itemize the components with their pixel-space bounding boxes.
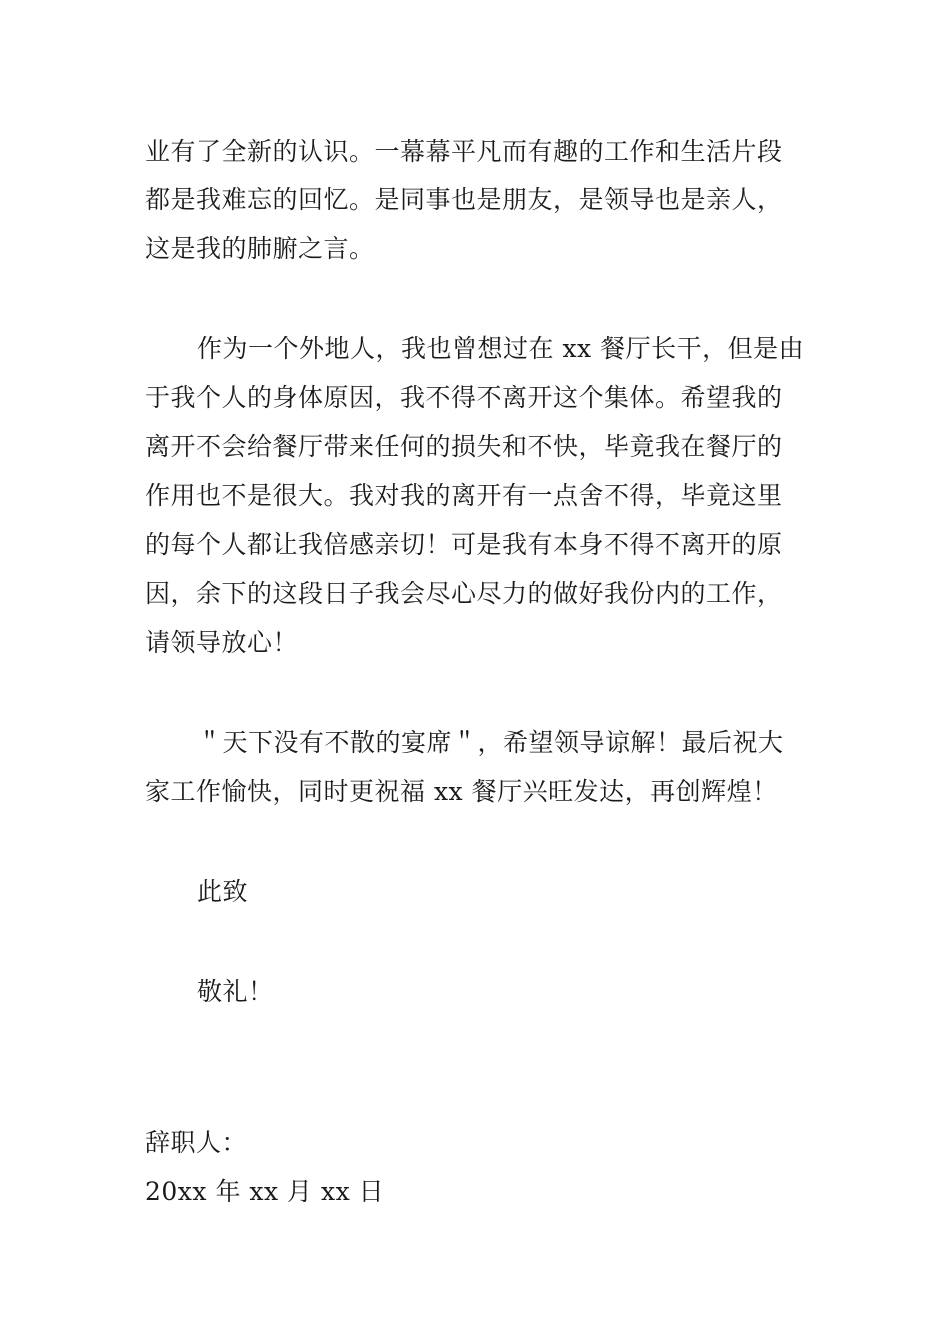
paragraph-2-line-6: 因，余下的这段日子我会尽心尽力的做好我份内的工作， <box>145 579 783 608</box>
paragraph-2-line-7: 请领导放心！ <box>145 628 299 657</box>
paragraph-3-line-2: 家工作愉快，同时更祝福 xx 餐厅兴旺发达，再创辉煌！ <box>145 777 778 806</box>
closing-salutation: 此致 <box>197 877 249 906</box>
date-line: 20xx 年 xx 月 xx 日 <box>145 1177 385 1206</box>
paragraph-2-line-4: 作用也不是很大。我对我的离开有一点舍不得，毕竟这里 <box>145 481 783 510</box>
paragraph-2-line-2: 于我个人的身体原因，我不得不离开这个集体。希望我的 <box>145 383 783 412</box>
paragraph-1-line-1: 业有了全新的认识。一幕幕平凡而有趣的工作和生活片段 <box>145 137 783 166</box>
closing-regards: 敬礼！ <box>197 977 274 1006</box>
paragraph-1-line-3: 这是我的肺腑之言。 <box>145 234 375 263</box>
paragraph-1-line-2: 都是我难忘的回忆。是同事也是朋友，是领导也是亲人， <box>145 185 783 214</box>
paragraph-2-line-5: 的每个人都让我倍感亲切！可是我有本身不得不离开的原 <box>145 530 783 559</box>
paragraph-2-line-3: 离开不会给餐厅带来任何的损失和不快，毕竟我在餐厅的 <box>145 432 783 461</box>
paragraph-3-line-1: ＂天下没有不散的宴席＂，希望领导谅解！最后祝大 <box>197 728 784 757</box>
signer-label: 辞职人： <box>145 1128 248 1157</box>
paragraph-2-line-1: 作为一个外地人，我也曾想过在 xx 餐厅长干，但是由 <box>197 334 805 363</box>
